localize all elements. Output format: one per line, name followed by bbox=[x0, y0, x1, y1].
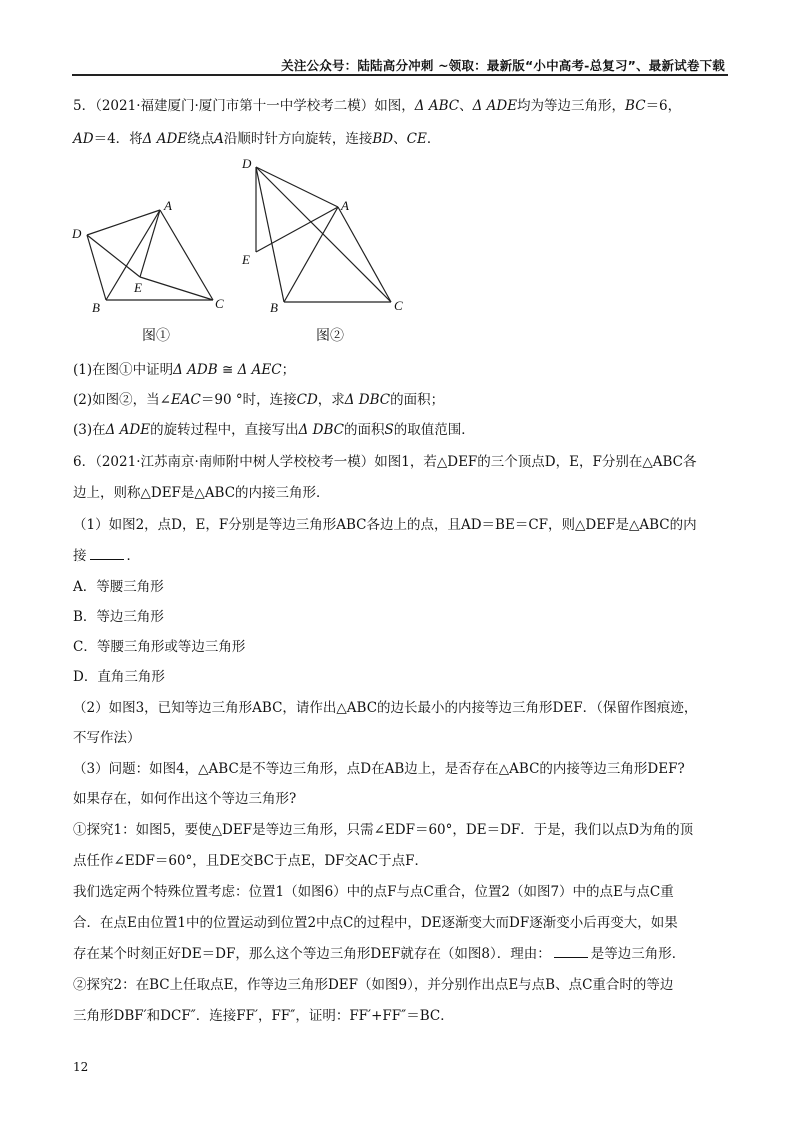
answer-blank bbox=[90, 547, 124, 560]
fig1-label-d: D bbox=[72, 226, 82, 241]
fig1-segment-db bbox=[87, 235, 106, 300]
q6-line-2: 边上，则称△DEF是△ABC的内接三角形． bbox=[73, 485, 330, 501]
fig2-segment-db bbox=[256, 167, 284, 302]
page-number: 12 bbox=[73, 1060, 89, 1074]
q6-option-a: A．等腰三角形 bbox=[73, 579, 164, 595]
q6-option-c: C．等腰三角形或等边三角形 bbox=[73, 639, 246, 655]
q6-line-15: 三角形DBF′和DCF″．连接FF′，FF″，证明：FF′+FF″＝BC． bbox=[73, 1008, 454, 1024]
fig1-label-a: A bbox=[164, 198, 172, 213]
q6-line-9: ①探究1：如图5，要使△DEF是等边三角形，只需∠EDF＝60°，DE＝DF．于是，我们以点D为角的顶 bbox=[73, 822, 694, 838]
q5-part-1: (1)在图①中证明Δ ADB ≅ Δ AEC； bbox=[73, 362, 296, 378]
figure-2-diagram bbox=[236, 152, 416, 322]
fig2-label-a: A bbox=[341, 198, 349, 213]
q6-line-12: 合．在点E由位置1中的位置运动到位置2中点C的过程中，DE逐渐变大而DF逐渐变小后再变大，如果 bbox=[73, 915, 678, 931]
q6-line-4: 接 ． bbox=[73, 548, 140, 564]
q6-line-7: （3）问题：如图4，△ABC是不等边三角形，点D在AB边上，是否存在△ABC的内接等边三角形DEF? bbox=[73, 761, 685, 777]
q5-line-1: 5．（2021·福建厦门·厦门市第十一中学校考二模）如图，Δ ABC、Δ ADE均为等边三角形，BC＝6， bbox=[73, 98, 682, 114]
answer-blank bbox=[554, 945, 588, 958]
fig2-segment-dc bbox=[256, 167, 391, 302]
fig2-label-b: B bbox=[270, 300, 278, 315]
figure-1-caption: 图① bbox=[142, 328, 170, 344]
fig2-label-e: E bbox=[242, 252, 250, 267]
q6-line-6: 不写作法） bbox=[73, 730, 141, 746]
fig2-segment-ac bbox=[338, 207, 391, 302]
fig1-label-e: E bbox=[134, 280, 142, 295]
fig2-label-c: C bbox=[394, 298, 403, 313]
fig1-label-c: C bbox=[215, 296, 224, 311]
q6-line-14: ②探究2：在BC上任取点E，作等边三角形DEF（如图9），并分别作出点E与点B、点C重合时的等边 bbox=[73, 977, 674, 993]
page-header: 关注公众号：陆陆高分冲刺 ~领取：最新版“小中高考-总复习”、最新试卷下载 bbox=[281, 58, 725, 73]
q6-option-d: D．直角三角形 bbox=[73, 669, 165, 685]
fig1-segment-ab bbox=[106, 210, 160, 300]
q5-part-3: (3)在Δ ADE的旋转过程中，直接写出Δ DBC的面积S的取值范围． bbox=[73, 422, 475, 438]
q6-line-13: 存在某个时刻正好DE＝DF，那么这个等边三角形DEF就存在（如图8）．理由： 是等边三角形． bbox=[73, 946, 686, 962]
fig1-segment-ac bbox=[160, 210, 213, 300]
q6-line-3: （1）如图2，点D，E，F分别是等边三角形ABC各边上的点，且AD＝BE＝CF，则△DEF是△ABC的内 bbox=[73, 517, 697, 533]
q5-part-2: (2)如图②，当∠EAC＝90 °时，连接CD，求Δ DBC的面积； bbox=[73, 392, 445, 408]
q6-line-1: 6．（2021·江苏南京·南师附中树人学校校考一模）如图1，若△DEF的三个顶点D，E，F分别在△ABC各 bbox=[73, 454, 697, 470]
fig2-segment-da bbox=[256, 167, 338, 207]
fig2-label-d: D bbox=[242, 156, 252, 171]
q6-line-11: 我们选定两个特殊位置考虑：位置1（如图6）中的点F与点C重合，位置2（如图7）中的点E与点C重 bbox=[73, 884, 674, 900]
fig1-segment-da bbox=[87, 210, 160, 235]
figure-1-diagram bbox=[70, 190, 240, 320]
q6-line-10: 点任作∠EDF＝60°，且DE交BC于点E，DF交AC于点F． bbox=[73, 853, 428, 869]
fig1-segment-ae bbox=[140, 210, 160, 277]
figure-2-caption: 图② bbox=[316, 328, 344, 344]
q5-line-2: AD＝4．将Δ ADE绕点A沿顺时针方向旋转，连接BD、CE． bbox=[73, 131, 441, 147]
fig1-label-b: B bbox=[92, 300, 100, 315]
q6-option-b: B．等边三角形 bbox=[73, 609, 164, 625]
q6-line-5: （2）如图3，已知等边三角形ABC，请作出△ABC的边长最小的内接等边三角形DEF．（保留作图痕迹， bbox=[73, 700, 698, 716]
header-divider bbox=[72, 74, 728, 76]
q6-line-8: 如果存在，如何作出这个等边三角形? bbox=[73, 791, 297, 807]
